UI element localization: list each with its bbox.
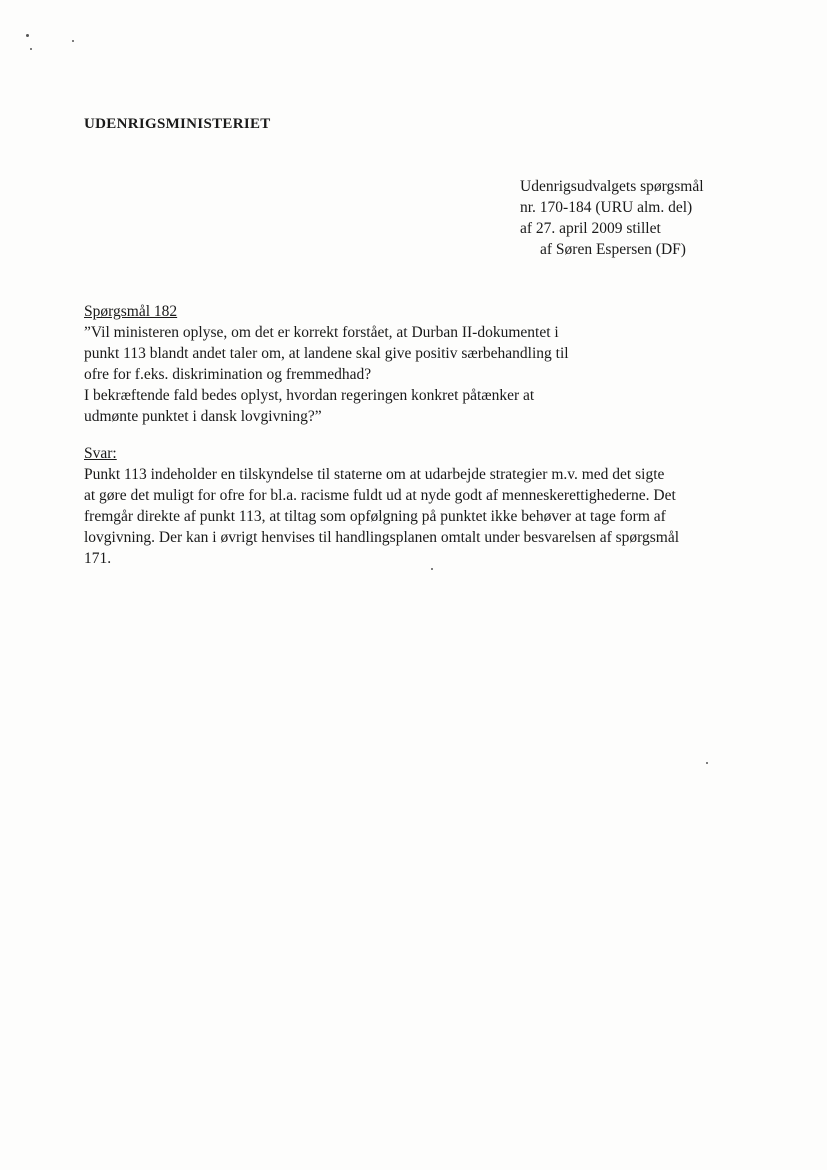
question-line: I bekræftende fald bedes oplyst, hvordan regeringen konkret påtænker at <box>84 387 535 404</box>
question-line: ofre for f.eks. diskrimination og fremmedhad? <box>84 366 372 383</box>
reference-block <box>520 176 704 260</box>
question-line: udmønte punktet i dansk lovgivning?” <box>84 408 322 425</box>
answer-line: lovgivning. Der kan i øvrigt henvises til handlingsplanen omtalt under besvarelsen af spørgsmål <box>84 529 680 546</box>
question-line: ”Vil ministeren oplyse, om det er korrekt forstået, at Durban II-dokumentet i <box>84 324 559 341</box>
answer-line: fremgår direkte af punkt 113, at tiltag som opfølgning på punktet ikke behøver at tage form af <box>84 508 666 525</box>
reference-line: Udenrigsudvalgets spørgsmål <box>520 178 704 195</box>
answer-line: Punkt 113 indeholder en tilskyndelse til staterne om at udarbejde strategier m.v. med det sigte <box>84 466 665 483</box>
scan-speck <box>706 762 708 764</box>
ministry-letterhead: UDENRIGSMINISTERIET <box>84 116 271 132</box>
scan-speck <box>30 48 32 50</box>
answer-line: at gøre det muligt for ofre for bl.a. racisme fuldt ud at nyde godt af menneskerettighederne. Det <box>84 487 676 504</box>
question-section <box>84 301 704 427</box>
answer-line: 171. <box>84 550 112 567</box>
question-heading: Spørgsmål 182 <box>84 303 178 320</box>
scan-speck <box>26 34 29 37</box>
reference-line: af Søren Espersen (DF) <box>540 241 686 258</box>
reference-line: af 27. april 2009 stillet <box>520 220 661 237</box>
reference-line: nr. 170-184 (URU alm. del) <box>520 199 693 216</box>
answer-heading: Svar: <box>84 445 117 462</box>
scan-speck <box>72 40 74 42</box>
question-line: punkt 113 blandt andet taler om, at landene skal give positiv særbehandling til <box>84 345 569 362</box>
answer-section <box>84 443 764 569</box>
